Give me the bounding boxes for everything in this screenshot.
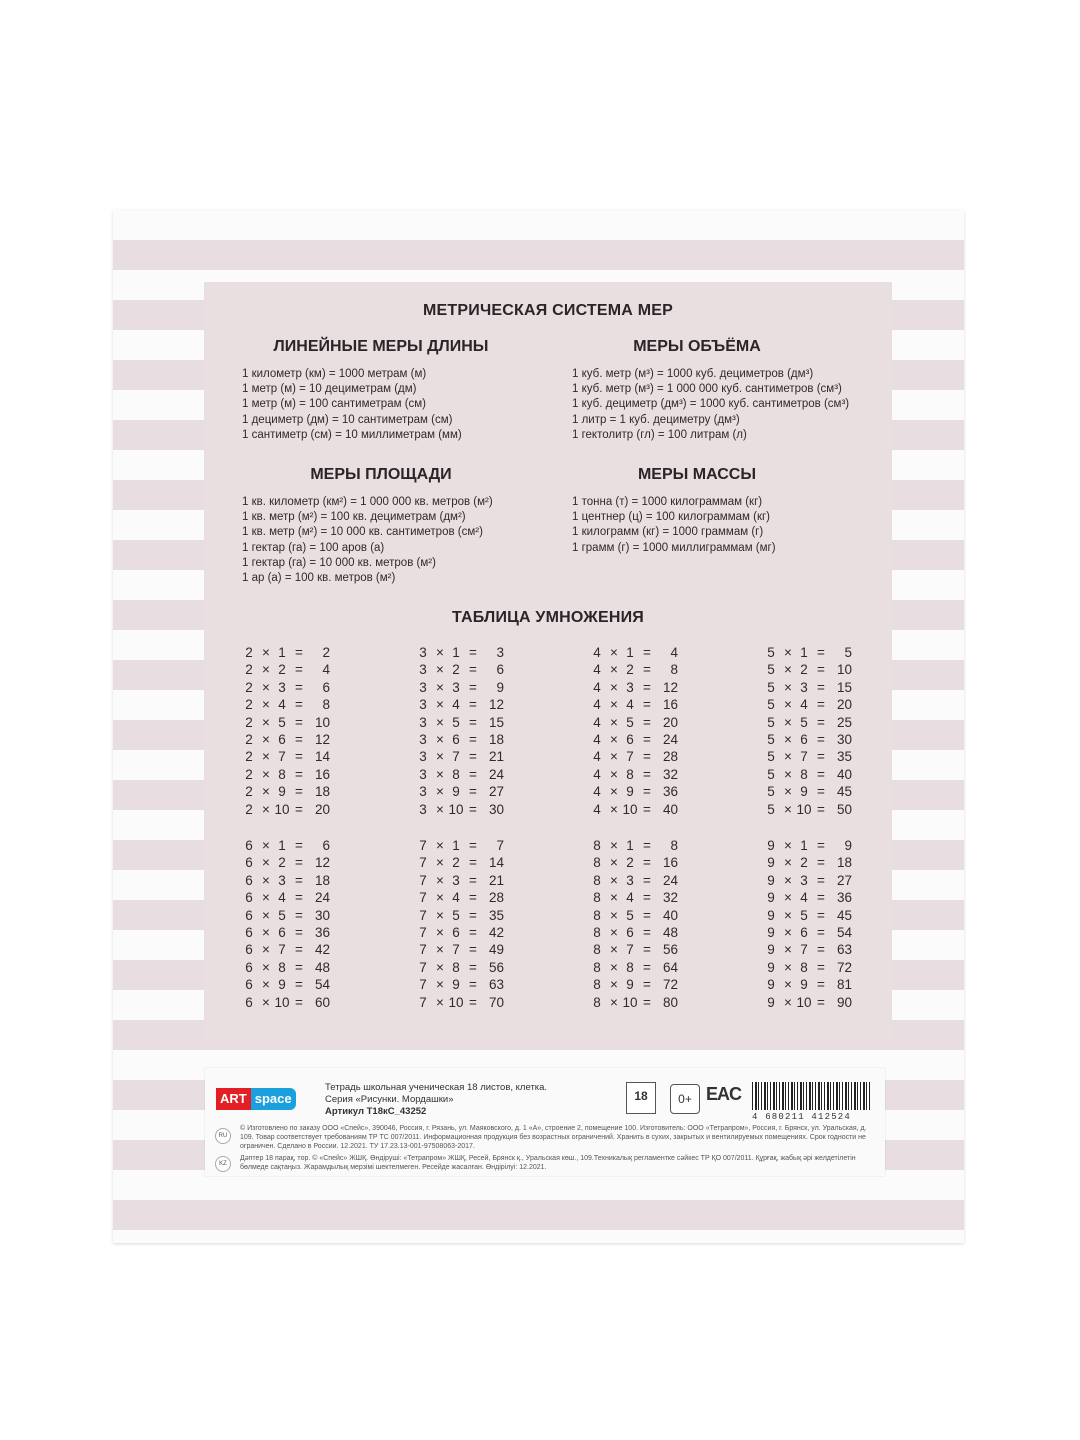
times-row: 4 × 6 = 24 [593, 731, 678, 747]
times-row: 8 × 10 = 80 [593, 994, 678, 1010]
artspace-logo: ART space [216, 1088, 296, 1110]
times-row: 7 × 7 = 49 [419, 942, 504, 958]
times-row: 2 × 2 = 4 [245, 662, 330, 678]
times-row: 6 × 5 = 30 [245, 907, 330, 923]
times-row: 6 × 3 = 18 [245, 872, 330, 888]
times-row: 5 × 3 = 15 [767, 679, 852, 695]
times-row: 9 × 4 = 36 [767, 890, 852, 906]
times-row: 7 × 9 = 63 [419, 977, 504, 993]
times-row: 8 × 4 = 32 [593, 890, 678, 906]
article-number: Артикул Т18кС_43252 [325, 1106, 427, 1117]
times-row: 2 × 5 = 10 [245, 714, 330, 730]
volume-line: 1 литр = 1 куб. дециметру (дм³) [572, 413, 740, 426]
area-line: 1 гектар (га) = 100 аров (а) [242, 541, 385, 554]
times-row: 7 × 3 = 21 [419, 872, 504, 888]
area-title: МЕРЫ ПЛОЩАДИ [310, 466, 452, 483]
times-row: 3 × 9 = 27 [419, 784, 504, 800]
times-row: 9 × 10 = 90 [767, 994, 852, 1010]
times-row: 5 × 4 = 20 [767, 697, 852, 713]
times-row: 3 × 3 = 9 [419, 679, 504, 695]
times-row: 4 × 7 = 28 [593, 749, 678, 765]
length-title: ЛИНЕЙНЫЕ МЕРЫ ДЛИНЫ [273, 338, 489, 355]
times-row: 8 × 5 = 40 [593, 907, 678, 923]
times-table-2 [242, 644, 342, 818]
area-list [242, 495, 493, 586]
length-list [242, 367, 462, 443]
mass-line: 1 грамм (г) = 1000 миллиграммам (мг) [572, 541, 776, 554]
times-row: 9 × 6 = 54 [767, 924, 852, 940]
times-row: 7 × 5 = 35 [419, 907, 504, 923]
times-row: 6 × 8 = 48 [245, 959, 330, 975]
times-row: 4 × 10 = 40 [593, 801, 678, 817]
times-row: 3 × 7 = 21 [419, 749, 504, 765]
times-row: 4 × 2 = 8 [593, 662, 678, 678]
times-row: 7 × 6 = 42 [419, 924, 504, 940]
times-row: 5 × 5 = 25 [767, 714, 852, 730]
times-row: 5 × 1 = 5 [767, 645, 852, 660]
times-table-7 [416, 837, 516, 1011]
times-row: 2 × 7 = 14 [245, 749, 330, 765]
times-row: 9 × 1 = 9 [767, 838, 852, 853]
times-row: 6 × 9 = 54 [245, 977, 330, 993]
times-row: 6 × 2 = 12 [245, 855, 330, 871]
page-title: МЕТРИЧЕСКАЯ СИСТЕМА МЕР [423, 302, 673, 319]
times-row: 5 × 7 = 35 [767, 749, 852, 765]
mass-list [572, 495, 776, 556]
times-row: 8 × 9 = 72 [593, 977, 678, 993]
times-row: 9 × 3 = 27 [767, 872, 852, 888]
length-line: 1 метр (м) = 100 сантиметрам (см) [242, 398, 427, 411]
times-table-4 [590, 644, 690, 818]
mass-line: 1 тонна (т) = 1000 килограммам (кг) [572, 496, 763, 508]
times-row: 4 × 3 = 12 [593, 679, 678, 695]
times-row: 3 × 5 = 15 [419, 714, 504, 730]
times-row: 2 × 3 = 6 [245, 679, 330, 695]
volume-line: 1 куб. метр (м³) = 1 000 000 куб. сантиметров (см³) [572, 383, 842, 396]
times-row: 6 × 10 = 60 [245, 994, 330, 1010]
times-row: 9 × 7 = 63 [767, 942, 852, 958]
times-row: 8 × 3 = 24 [593, 872, 678, 888]
times-table-6 [242, 837, 342, 1011]
volume-line: 1 куб. метр (м³) = 1000 куб. дециметров (дм³) [572, 368, 814, 380]
times-row: 2 × 1 = 2 [245, 645, 330, 660]
volume-line: 1 куб. дециметр (дм³) = 1000 куб. сантиметров (см³) [572, 398, 850, 411]
times-row: 6 × 6 = 36 [245, 924, 330, 940]
times-row: 7 × 4 = 28 [419, 890, 504, 906]
product-description: Тетрадь школьная ученическая 18 листов, клетка. Серия «Рисунки. Мордашки» Артикул Т18кС_43252 [325, 1082, 548, 1117]
times-row: 2 × 6 = 12 [245, 731, 330, 747]
ru-flag-icon: RU [215, 1128, 231, 1144]
area-line: 1 кв. километр (км²) = 1 000 000 кв. метров (м²) [242, 496, 493, 508]
barcode [752, 1082, 870, 1110]
age-rating-badge: 0+ [670, 1084, 700, 1114]
times-row: 8 × 8 = 64 [593, 959, 678, 975]
times-row: 7 × 8 = 56 [419, 959, 504, 975]
volume-list [572, 367, 849, 443]
kz-flag-icon: KZ [215, 1156, 231, 1172]
times-row: 6 × 4 = 24 [245, 890, 330, 906]
volume-title: МЕРЫ ОБЪЁМА [633, 338, 761, 355]
area-line: 1 кв. метр (м²) = 10 000 кв. сантиметров (см²) [242, 526, 483, 539]
times-row: 4 × 4 = 16 [593, 697, 678, 713]
times-row: 9 × 9 = 81 [767, 977, 852, 993]
times-row: 5 × 10 = 50 [767, 801, 852, 817]
area-line: 1 гектар (га) = 10 000 кв. метров (м²) [242, 556, 436, 569]
times-row: 9 × 2 = 18 [767, 855, 852, 871]
sheet-count-badge: 18 [626, 1082, 656, 1114]
times-row: 5 × 6 = 30 [767, 731, 852, 747]
times-row: 6 × 1 = 6 [245, 838, 330, 853]
mass-line: 1 центнер (ц) = 100 килограммам (кг) [572, 511, 771, 524]
area-line: 1 кв. метр (м²) = 100 кв. дециметрам (дм²) [242, 511, 466, 524]
times-row: 5 × 9 = 45 [767, 784, 852, 800]
times-row: 3 × 2 = 6 [419, 662, 504, 678]
legal-text-ru: © Изготовлено по заказу ООО «Спейс», 390046, Россия, г. Рязань, ул. Маяковского, д. 1 «А», строение 2, помещение 100. Изготовитель: ООО «Тетрапром», Россия, г. Брянск, ул. Уральская, д. 109. Товар соответствует требованиям ТР ТС 007/2011. Информационная продукция без возрастных ограничений. Хранить в сухих, закрытых и вентилируемых помещениях. Срок годности не ограничен. Сделано в России. 12.2021. ТУ 17.23.13-001-97508063-2017. [240, 1125, 867, 1150]
area-line: 1 ар (а) = 100 кв. метров (м²) [242, 572, 396, 585]
times-row: 5 × 2 = 10 [767, 662, 852, 678]
length-line: 1 метр (м) = 10 дециметрам (дм) [242, 383, 417, 396]
times-table-8 [590, 837, 690, 1011]
times-row: 2 × 9 = 18 [245, 784, 330, 800]
times-row: 7 × 10 = 70 [419, 994, 504, 1010]
times-row: 3 × 1 = 3 [419, 645, 504, 660]
times-row: 4 × 5 = 20 [593, 714, 678, 730]
length-line: 1 дециметр (дм) = 10 сантиметрам (см) [242, 413, 453, 426]
times-row: 4 × 1 = 4 [593, 645, 678, 660]
times-row: 9 × 5 = 45 [767, 907, 852, 923]
times-row: 5 × 8 = 40 [767, 766, 852, 782]
mass-title: МЕРЫ МАССЫ [637, 466, 757, 483]
barcode-number: 4 680211 412524 [752, 1112, 852, 1122]
times-row: 3 × 6 = 18 [419, 731, 504, 747]
times-row: 3 × 4 = 12 [419, 697, 504, 713]
times-row: 4 × 8 = 32 [593, 766, 678, 782]
times-row: 7 × 1 = 7 [419, 838, 504, 853]
times-row: 2 × 10 = 20 [245, 801, 330, 817]
length-line: 1 километр (км) = 1000 метрам (м) [242, 368, 427, 380]
times-row: 8 × 6 = 48 [593, 924, 678, 940]
times-row: 8 × 7 = 56 [593, 942, 678, 958]
times-row: 2 × 4 = 8 [245, 697, 330, 713]
times-row: 2 × 8 = 16 [245, 766, 330, 782]
times-row: 8 × 2 = 16 [593, 855, 678, 871]
legal-text-kz: Дәптер 18 парақ, тор. © «Спейс» ЖШҚ. Өндіруші: «Тетрапром» ЖШҚ, Ресей, Брянск қ., Уральская көш., 109.Техникалық регламентке сәйкес ТР ҚО 007/2011. Құрғақ, жабық әрі желдетілетін бөлмеде сақтаңыз. Жарамдылық мерзімі шектелмеген. Ресейде жасалған. Өндірілуі: 12.2021. [240, 1155, 856, 1171]
times-table-3 [416, 644, 516, 818]
times-row: 9 × 8 = 72 [767, 959, 852, 975]
times-row: 7 × 2 = 14 [419, 855, 504, 871]
times-table-5 [764, 644, 864, 818]
multiplication-title: ТАБЛИЦА УМНОЖЕНИЯ [452, 609, 644, 626]
times-row: 6 × 7 = 42 [245, 942, 330, 958]
eac-mark: EAC [706, 1084, 742, 1104]
times-row: 8 × 1 = 8 [593, 838, 678, 853]
volume-line: 1 гектолитр (гл) = 100 литрам (л) [572, 428, 747, 441]
times-row: 3 × 10 = 30 [419, 801, 504, 817]
times-row: 4 × 9 = 36 [593, 784, 678, 800]
times-table-9 [764, 837, 864, 1011]
times-row: 3 × 8 = 24 [419, 766, 504, 782]
mass-line: 1 килограмм (кг) = 1000 граммам (г) [572, 526, 764, 539]
length-line: 1 сантиметр (см) = 10 миллиметрам (мм) [242, 428, 462, 441]
